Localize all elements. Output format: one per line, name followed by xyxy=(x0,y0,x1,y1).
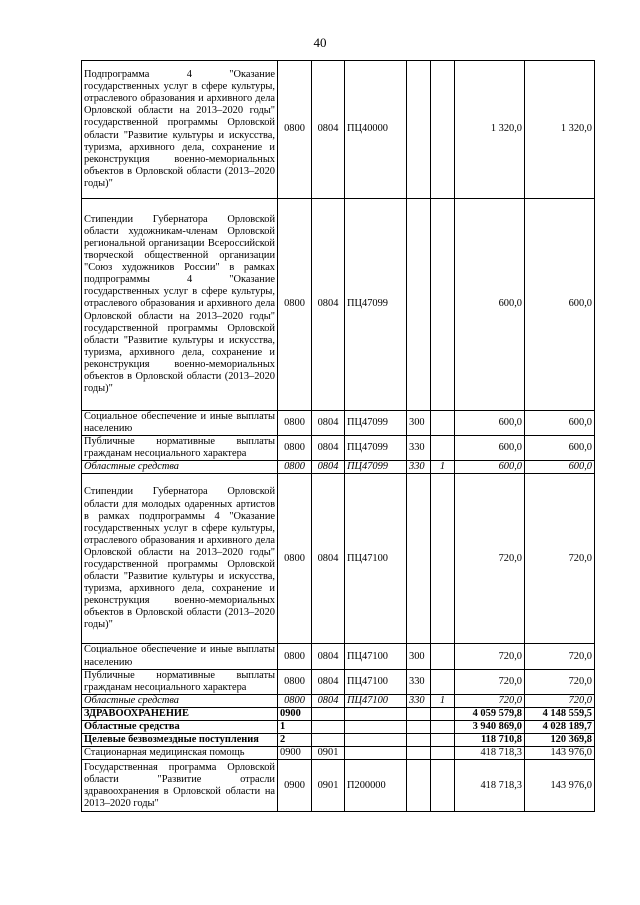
row-name: Социальное обеспечение и иные выплаты населению xyxy=(82,644,278,669)
row-name: Стационарная медицинская помощь xyxy=(82,747,278,760)
section-code: 2 xyxy=(278,734,312,747)
amount-year-2: 720,0 xyxy=(525,669,595,694)
funding-source-code: 1 xyxy=(431,694,455,707)
row-name: Целевые безвозмездные поступления xyxy=(82,734,278,747)
subsection-code: 0804 xyxy=(312,694,345,707)
target-article-code xyxy=(345,734,407,747)
row-name: ЗДРАВООХРАНЕНИЕ xyxy=(82,707,278,720)
subsection-code xyxy=(312,721,345,734)
amount-year-1: 600,0 xyxy=(455,436,525,461)
table-row xyxy=(82,199,595,411)
row-name: Областные средства xyxy=(82,694,278,707)
expense-type-code: 330 xyxy=(407,461,431,474)
table-row xyxy=(82,411,595,436)
target-article-code: ПЦ47099 xyxy=(345,461,407,474)
row-name: Публичные нормативные выплаты гражданам несоциального характера xyxy=(82,669,278,694)
target-article-code: ПЦ47100 xyxy=(345,694,407,707)
row-name: Областные средства xyxy=(82,461,278,474)
amount-year-2: 120 369,8 xyxy=(525,734,595,747)
subsection-code: 0804 xyxy=(312,461,345,474)
subsection-code: 0901 xyxy=(312,747,345,760)
target-article-code: ПЦ40000 xyxy=(345,61,407,199)
amount-year-1: 720,0 xyxy=(455,694,525,707)
target-article-code: ПЦ47100 xyxy=(345,669,407,694)
page-number: 40 xyxy=(313,35,327,50)
amount-year-2: 600,0 xyxy=(525,461,595,474)
row-name: Подпрограмма 4 "Оказание государственных услуг в сфере культуры, отраслевого образования и архивного дела Орловской области на 2013–2020 годы" государственной программы Орловской области "Развитие культуры и искусства, туризма, архивного дела, сохранение и реконструкция военно-мемориальных объектов в Орловской области (2013–2020 годы)" xyxy=(82,61,278,199)
amount-year-1: 3 940 869,0 xyxy=(455,721,525,734)
target-article-code xyxy=(345,747,407,760)
expense-type-code xyxy=(407,474,431,644)
row-name: Публичные нормативные выплаты гражданам несоциального характера xyxy=(82,436,278,461)
expense-type-code xyxy=(407,707,431,720)
funding-source-code xyxy=(431,61,455,199)
section-code: 0800 xyxy=(278,461,312,474)
amount-year-1: 418 718,3 xyxy=(455,760,525,812)
expense-type-code xyxy=(407,61,431,199)
amount-year-1: 720,0 xyxy=(455,669,525,694)
target-article-code: ПЦ47100 xyxy=(345,474,407,644)
amount-year-2: 143 976,0 xyxy=(525,747,595,760)
amount-year-1: 4 059 579,8 xyxy=(455,707,525,720)
amount-year-2: 600,0 xyxy=(525,199,595,411)
funding-source-code: 1 xyxy=(431,461,455,474)
table-row xyxy=(82,747,595,760)
subsection-code: 0804 xyxy=(312,411,345,436)
target-article-code: П200000 xyxy=(345,760,407,812)
section-code: 0900 xyxy=(278,760,312,812)
section-code: 0800 xyxy=(278,61,312,199)
subsection-code xyxy=(312,734,345,747)
expense-type-code xyxy=(407,747,431,760)
expense-type-code: 300 xyxy=(407,644,431,669)
funding-source-code xyxy=(431,747,455,760)
amount-year-2: 720,0 xyxy=(525,474,595,644)
budget-table xyxy=(81,60,595,812)
table-row xyxy=(82,734,595,747)
amount-year-1: 118 710,8 xyxy=(455,734,525,747)
row-name: Стипендии Губернатора Орловской области художникам-членам Орловской региональной организации Всероссийской творческой общественной организации "Союз художников России" в рамках подпрограммы 4 "Оказание государственных услуг в сфере культуры, отраслевого образования и архивного дела Орловской области на 2013–2020 годы" государственной программы Орловской области "Развитие культуры и искусства, туризма, архивного дела, сохранение и реконструкция военно-мемориальных объектов в Орловской области (2013–2020 годы)" xyxy=(82,199,278,411)
subsection-code: 0804 xyxy=(312,436,345,461)
section-code: 0800 xyxy=(278,669,312,694)
amount-year-2: 1 320,0 xyxy=(525,61,595,199)
subsection-code: 0804 xyxy=(312,474,345,644)
section-code: 0900 xyxy=(278,707,312,720)
target-article-code: ПЦ47099 xyxy=(345,436,407,461)
table-row xyxy=(82,474,595,644)
table-row xyxy=(82,669,595,694)
section-code: 1 xyxy=(278,721,312,734)
section-code: 0800 xyxy=(278,644,312,669)
amount-year-1: 720,0 xyxy=(455,644,525,669)
subsection-code: 0804 xyxy=(312,644,345,669)
funding-source-code xyxy=(431,721,455,734)
funding-source-code xyxy=(431,669,455,694)
amount-year-2: 720,0 xyxy=(525,644,595,669)
amount-year-2: 600,0 xyxy=(525,411,595,436)
row-name: Государственная программа Орловской области "Развитие отрасли здравоохранения в Орловской области на 2013–2020 годы" xyxy=(82,760,278,812)
table-row xyxy=(82,61,595,199)
target-article-code: ПЦ47100 xyxy=(345,644,407,669)
table-row xyxy=(82,644,595,669)
funding-source-code xyxy=(431,411,455,436)
expense-type-code xyxy=(407,760,431,812)
subsection-code xyxy=(312,707,345,720)
target-article-code xyxy=(345,721,407,734)
table-row xyxy=(82,707,595,720)
funding-source-code xyxy=(431,734,455,747)
funding-source-code xyxy=(431,644,455,669)
table-row xyxy=(82,461,595,474)
amount-year-1: 418 718,3 xyxy=(455,747,525,760)
amount-year-2: 143 976,0 xyxy=(525,760,595,812)
section-code: 0800 xyxy=(278,411,312,436)
amount-year-1: 600,0 xyxy=(455,411,525,436)
amount-year-1: 600,0 xyxy=(455,461,525,474)
subsection-code: 0901 xyxy=(312,760,345,812)
target-article-code xyxy=(345,707,407,720)
expense-type-code: 330 xyxy=(407,669,431,694)
table-row xyxy=(82,760,595,812)
expense-type-code xyxy=(407,734,431,747)
amount-year-2: 600,0 xyxy=(525,436,595,461)
section-code: 0800 xyxy=(278,199,312,411)
subsection-code: 0804 xyxy=(312,61,345,199)
target-article-code: ПЦ47099 xyxy=(345,199,407,411)
funding-source-code xyxy=(431,436,455,461)
expense-type-code xyxy=(407,199,431,411)
section-code: 0900 xyxy=(278,747,312,760)
expense-type-code: 330 xyxy=(407,436,431,461)
amount-year-2: 720,0 xyxy=(525,694,595,707)
section-code: 0800 xyxy=(278,474,312,644)
amount-year-1: 600,0 xyxy=(455,199,525,411)
row-name: Стипендии Губернатора Орловской области для молодых одаренных артистов в рамках подпрограммы 4 "Оказание государственных услуг в сфере культуры, отраслевого образования и архивного дела Орловской области на 2013–2020 годы" государственной программы Орловской области "Развитие культуры и искусства, туризма, архивного дела, сохранение и реконструкция военно-мемориальных объектов в Орловской области (2013–2020 годы)" xyxy=(82,474,278,644)
amount-year-2: 4 148 559,5 xyxy=(525,707,595,720)
expense-type-code: 330 xyxy=(407,694,431,707)
expense-type-code: 300 xyxy=(407,411,431,436)
subsection-code: 0804 xyxy=(312,669,345,694)
amount-year-1: 1 320,0 xyxy=(455,61,525,199)
amount-year-1: 720,0 xyxy=(455,474,525,644)
table-row xyxy=(82,694,595,707)
row-name: Социальное обеспечение и иные выплаты населению xyxy=(82,411,278,436)
table-row xyxy=(82,436,595,461)
funding-source-code xyxy=(431,474,455,644)
section-code: 0800 xyxy=(278,436,312,461)
funding-source-code xyxy=(431,707,455,720)
amount-year-2: 4 028 189,7 xyxy=(525,721,595,734)
section-code: 0800 xyxy=(278,694,312,707)
table-row xyxy=(82,721,595,734)
funding-source-code xyxy=(431,199,455,411)
subsection-code: 0804 xyxy=(312,199,345,411)
row-name: Областные средства xyxy=(82,721,278,734)
target-article-code: ПЦ47099 xyxy=(345,411,407,436)
funding-source-code xyxy=(431,760,455,812)
expense-type-code xyxy=(407,721,431,734)
